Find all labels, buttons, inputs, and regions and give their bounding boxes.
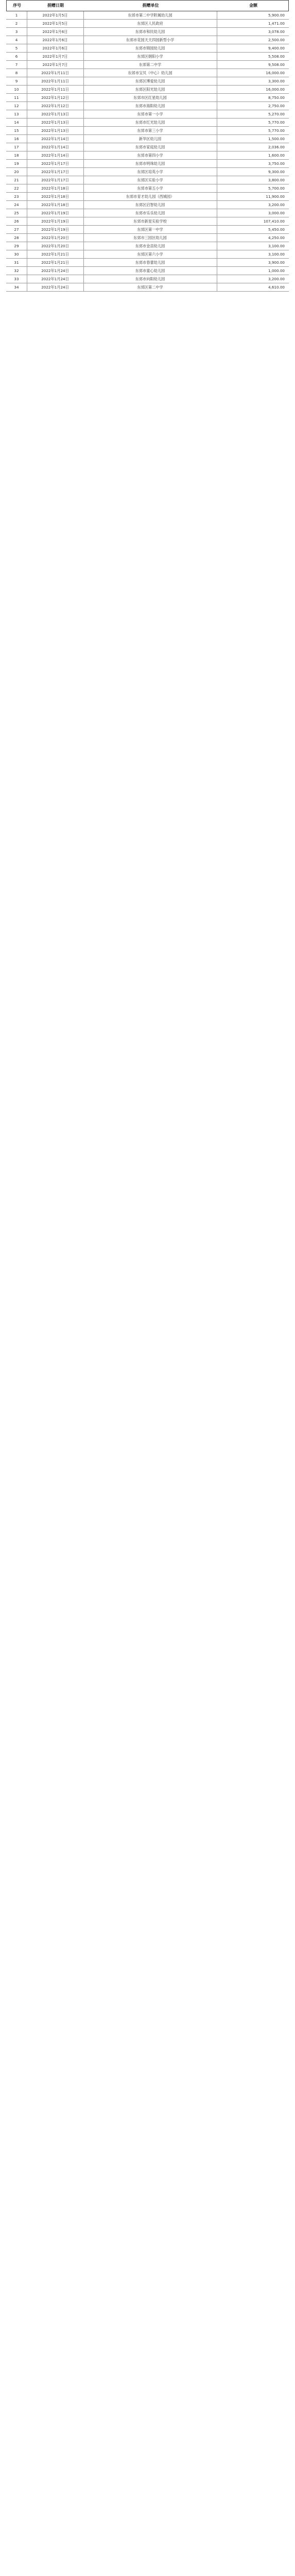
row-date: 2022年1月19日 [41, 211, 69, 215]
row-unit: 东郊市区红星幼儿园 [133, 95, 167, 100]
row-date: 2022年1月14日 [41, 145, 69, 149]
row-date: 2022年1月11日 [41, 79, 69, 83]
row-index: 10 [14, 87, 19, 92]
row-date: 2022年1月18日 [41, 186, 69, 191]
row-unit: 东郊市红光幼儿园 [135, 120, 165, 125]
row-amount: 1,600.00 [268, 153, 285, 158]
row-unit: 东郊区朝阳小学 [137, 54, 163, 59]
row-amount: 5,770.00 [268, 128, 285, 133]
table-row [6, 77, 289, 86]
row-amount: 3,100.00 [268, 252, 285, 257]
row-date: 2022年1月17日 [41, 170, 69, 174]
row-index: 7 [15, 62, 18, 67]
row-unit: 东郊市第二中学附属幼儿园 [128, 13, 172, 18]
row-date: 2022年1月17日 [41, 178, 69, 182]
row-amount: 8,750.00 [268, 95, 285, 100]
table-row [6, 275, 289, 283]
table-row [6, 36, 289, 44]
table-row [6, 168, 289, 176]
row-amount: 2,036.00 [268, 145, 285, 149]
row-amount: 3,900.00 [268, 260, 285, 265]
header-amount: 金额 [249, 3, 257, 8]
row-index: 3 [15, 29, 18, 34]
row-index: 16 [14, 137, 19, 141]
table-row [6, 151, 289, 160]
table-row [6, 184, 289, 193]
row-unit: 东郊区启智幼儿园 [135, 202, 165, 207]
row-unit: 东郊市家庭幼儿园 [135, 145, 165, 149]
table-row [6, 209, 289, 217]
row-amount: 3,078.00 [268, 29, 285, 34]
table-row [6, 160, 289, 168]
row-amount: 9,508.00 [268, 62, 285, 67]
row-amount: 2,500.00 [268, 38, 285, 42]
row-date: 2022年1月6日 [42, 38, 68, 42]
row-date: 2022年1月6日 [42, 29, 68, 34]
row-date: 2022年1月7日 [42, 54, 68, 59]
table-row [6, 234, 289, 242]
row-unit: 东郊市第三小学 [137, 128, 163, 133]
row-date: 2022年1月20日 [41, 244, 69, 248]
row-amount: 16,000.00 [266, 87, 285, 92]
row-unit: 东郊第二中学 [138, 62, 162, 67]
row-index: 18 [14, 153, 19, 158]
row-index: 27 [14, 227, 19, 232]
row-unit: 东郊市三园区幼儿园 [133, 235, 167, 240]
row-index: 22 [14, 186, 19, 191]
table-row [6, 28, 289, 36]
row-index: 15 [14, 128, 19, 133]
row-unit: 东郊市第四小学 [137, 153, 163, 158]
row-unit: 东郊市乐乐幼儿园 [135, 211, 165, 215]
table-row [6, 217, 289, 226]
table-row [6, 11, 289, 20]
table-row [6, 20, 289, 28]
row-date: 2022年1月13日 [41, 120, 69, 125]
table-row [6, 69, 289, 77]
row-index: 28 [14, 235, 19, 240]
row-amount: 3,200.00 [268, 277, 285, 281]
row-date: 2022年1月17日 [41, 161, 69, 166]
row-index: 32 [14, 268, 19, 273]
row-unit: 东郊市金苗幼儿园 [135, 244, 165, 248]
row-date: 2022年1月14日 [41, 137, 69, 141]
row-unit: 东郊市海阳幼儿园 [135, 104, 165, 108]
row-index: 17 [14, 145, 19, 149]
row-amount: 11,900.00 [266, 194, 285, 199]
row-amount: 5,450.00 [268, 227, 285, 232]
row-unit: 东郊区实验小学 [137, 178, 163, 182]
row-unit: 东郊市第一小学 [137, 112, 163, 116]
row-amount: 3,750.00 [268, 161, 285, 166]
row-unit: 东郊市锦园幼儿园 [135, 46, 165, 50]
row-date: 2022年1月19日 [41, 227, 69, 232]
row-unit: 东郊市第五小学 [137, 186, 163, 191]
row-date: 2022年1月13日 [41, 128, 69, 133]
row-unit: 新华区幼儿园 [138, 137, 162, 141]
table-row [6, 226, 289, 234]
row-unit: 东郊市育才幼儿园（西城园） [126, 194, 175, 199]
row-date: 2022年1月5日 [42, 13, 68, 18]
row-unit: 东郊市春蕾幼儿园 [135, 260, 165, 265]
table-row [6, 193, 289, 201]
row-amount: 3,300.00 [268, 79, 285, 83]
row-amount: 9,300.00 [268, 170, 285, 174]
table-row [6, 135, 289, 143]
row-date: 2022年1月14日 [41, 153, 69, 158]
row-date: 2022年1月6日 [42, 46, 68, 50]
table-row [6, 250, 289, 259]
row-date: 2022年1月24日 [41, 277, 69, 281]
table-row [6, 267, 289, 275]
row-amount: 9,400.00 [268, 46, 285, 50]
row-index: 14 [14, 120, 19, 125]
table-row [6, 86, 289, 94]
table-row [6, 53, 289, 61]
row-amount: 3,800.00 [268, 178, 285, 182]
row-index: 9 [15, 79, 18, 83]
row-date: 2022年1月18日 [41, 194, 69, 199]
row-date: 2022年1月12日 [41, 104, 69, 108]
row-index: 13 [14, 112, 19, 116]
row-index: 23 [14, 194, 19, 199]
row-index: 26 [14, 219, 19, 224]
row-unit: 东郊市明珠幼儿园 [135, 161, 165, 166]
row-index: 25 [14, 211, 19, 215]
row-amount: 3,200.00 [268, 202, 285, 207]
row-index: 33 [14, 277, 19, 281]
row-date: 2022年1月11日 [41, 71, 69, 75]
row-unit: 东郊区第一中学 [137, 227, 163, 232]
row-unit: 东郊区博爱幼儿园 [135, 79, 165, 83]
row-date: 2022年1月24日 [41, 285, 69, 290]
row-index: 21 [14, 178, 19, 182]
row-index: 11 [14, 95, 19, 100]
table-row [6, 201, 289, 209]
table-row [6, 94, 289, 102]
row-amount: 5,270.00 [268, 112, 285, 116]
row-index: 6 [15, 54, 18, 59]
row-date: 2022年1月24日 [41, 268, 69, 273]
row-amount: 5,770.00 [268, 120, 285, 125]
row-amount: 16,000.00 [266, 71, 285, 75]
row-unit: 东郊区第六小学 [137, 252, 163, 257]
row-date: 2022年1月5日 [42, 21, 68, 26]
row-date: 2022年1月18日 [41, 202, 69, 207]
row-date: 2022年1月19日 [41, 219, 69, 224]
row-unit: 东郊市宝贝（中心）幼儿园 [128, 71, 172, 75]
row-date: 2022年1月12日 [41, 95, 69, 100]
table-row [6, 110, 289, 118]
row-index: 5 [15, 46, 18, 50]
table-row [6, 176, 289, 184]
row-unit: 东郊市童心幼儿园 [135, 268, 165, 273]
row-unit: 东郊市向阳幼儿园 [135, 277, 165, 281]
row-unit: 东郊市新星实验学校 [133, 219, 167, 224]
table-row [6, 283, 289, 292]
header-index: 序号 [13, 3, 21, 8]
row-date: 2022年1月7日 [42, 62, 68, 67]
row-unit: 东郊区人民政府 [137, 21, 163, 26]
row-amount: 1,000.00 [268, 268, 285, 273]
table-row [6, 259, 289, 267]
row-amount: 2,750.00 [268, 104, 285, 108]
row-amount: 5,700.00 [268, 186, 285, 191]
row-amount: 1,471.00 [268, 21, 285, 26]
row-index: 4 [15, 38, 18, 42]
row-index: 30 [14, 252, 19, 257]
row-unit: 东郊区阳光幼儿园 [135, 87, 165, 92]
row-index: 8 [15, 71, 18, 75]
row-amount: 3,000.00 [268, 211, 285, 215]
row-date: 2022年1月20日 [41, 235, 69, 240]
row-index: 31 [14, 260, 19, 265]
row-index: 1 [15, 13, 18, 18]
row-index: 12 [14, 104, 19, 108]
row-unit: 东郊市花园天天四园新型小学 [126, 38, 175, 42]
table-row [6, 61, 289, 69]
table-header [6, 0, 289, 11]
row-index: 34 [14, 285, 19, 290]
row-amount: 4,250.00 [268, 235, 285, 240]
row-amount: 5,900.00 [268, 13, 285, 18]
row-index: 29 [14, 244, 19, 248]
table-row [6, 242, 289, 250]
row-date: 2022年1月11日 [41, 87, 69, 92]
row-unit: 东郊区第二中学 [137, 285, 163, 290]
row-date: 2022年1月21日 [41, 252, 69, 257]
row-unit: 东郊区培英小学 [137, 170, 163, 174]
row-amount: 4,610.00 [268, 285, 285, 290]
row-amount: 107,410.00 [263, 219, 285, 224]
table-row [6, 127, 289, 135]
table-row [6, 102, 289, 110]
row-date: 2022年1月21日 [41, 260, 69, 265]
row-index: 2 [15, 21, 18, 26]
table-row [6, 143, 289, 151]
row-index: 20 [14, 170, 19, 174]
row-amount: 3,100.00 [268, 244, 285, 248]
row-index: 24 [14, 202, 19, 207]
header-unit: 捐赠单位 [142, 3, 159, 8]
row-date: 2022年1月13日 [41, 112, 69, 116]
header-date: 捐赠日期 [47, 3, 64, 8]
row-amount: 1,500.00 [268, 137, 285, 141]
row-index: 19 [14, 161, 19, 166]
table-row [6, 44, 289, 53]
row-unit: 东郊市和民幼儿园 [135, 29, 165, 34]
row-amount: 5,508.00 [268, 54, 285, 59]
table-row [6, 118, 289, 127]
